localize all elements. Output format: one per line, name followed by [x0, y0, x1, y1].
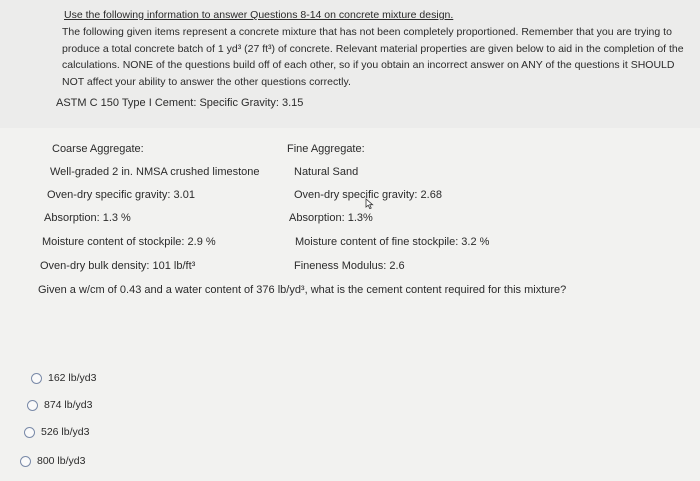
coarse-moisture-content: Moisture content of stockpile: 2.9 % [42, 236, 216, 248]
coarse-specific-gravity: Oven-dry specific gravity: 3.01 [47, 189, 195, 201]
answer-option-1[interactable] [31, 372, 96, 384]
radio-button[interactable] [27, 400, 38, 411]
answer-option-label: 800 lb/yd3 [37, 455, 86, 467]
question-text: Given a w/cm of 0.43 and a water content of 376 lb/yd³, what is the cement content required for this mixture? [38, 284, 567, 296]
cement-info: ASTM C 150 Type I Cement: Specific Gravity: 3.15 [56, 97, 304, 109]
fine-absorption: Absorption: 1.3% [289, 212, 373, 224]
fine-aggregate-title: Fine Aggregate: [287, 143, 365, 155]
radio-button[interactable] [24, 427, 35, 438]
radio-button[interactable] [20, 456, 31, 467]
answer-option-label: 526 lb/yd3 [41, 426, 90, 438]
coarse-bulk-density: Oven-dry bulk density: 101 lb/ft³ [40, 260, 196, 272]
answer-option-4[interactable] [20, 455, 85, 467]
answer-option-label: 162 lb/yd3 [48, 372, 97, 384]
mouse-cursor-icon [365, 198, 375, 210]
answer-option-3[interactable] [24, 426, 89, 438]
answer-option-2[interactable] [27, 399, 92, 411]
instructions-heading: Use the following information to answer Questions 8-14 on concrete mixture design. [64, 9, 454, 21]
fine-aggregate-description: Natural Sand [294, 166, 359, 178]
coarse-aggregate-title: Coarse Aggregate: [52, 143, 144, 155]
coarse-aggregate-description: Well-graded 2 in. NMSA crushed limestone [50, 166, 260, 178]
question-area [0, 128, 700, 481]
intro-paragraph: The following given items represent a concrete mixture that has not been completely proportioned. Remember that you are trying to produce a total concrete batch of 1 yd³ (27 ft³) of concrete. Relevant material properties are given below to aid in the completion of the calculations. NONE of the questions build off of each other, so if you obtain an incorrect answer on ANY of the questions it SHOULD NOT affect your ability to answer the other questions correctly. [62, 26, 684, 88]
coarse-absorption: Absorption: 1.3 % [44, 212, 131, 224]
fine-specific-gravity: Oven-dry specific gravity: 2.68 [294, 189, 442, 201]
fine-fineness-modulus: Fineness Modulus: 2.6 [294, 260, 405, 272]
fine-moisture-content: Moisture content of fine stockpile: 3.2 % [295, 236, 490, 248]
radio-button[interactable] [31, 373, 42, 384]
answer-option-label: 874 lb/yd3 [44, 399, 93, 411]
